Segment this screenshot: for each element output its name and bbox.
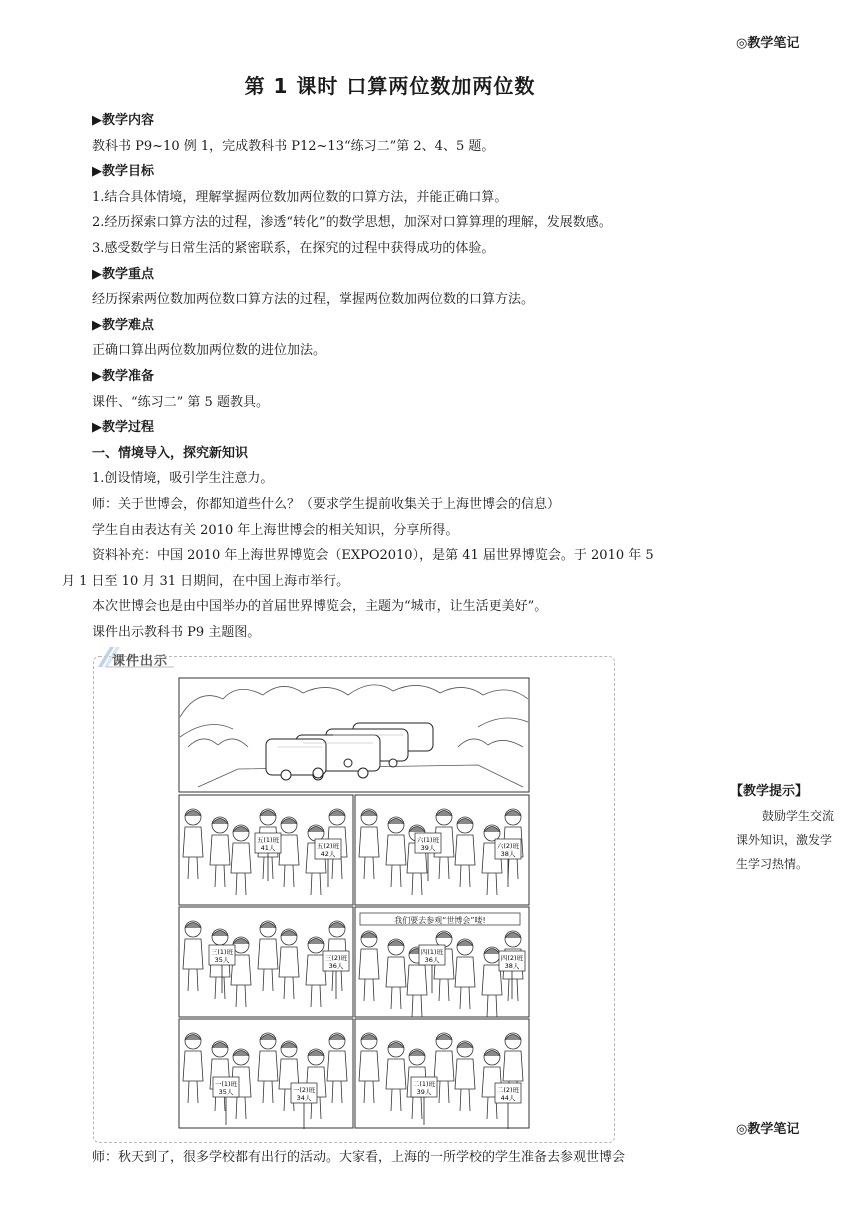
preparation-text: 课件、“练习二” 第 5 题教具。: [92, 394, 269, 410]
student-figure: [359, 809, 379, 879]
sign-count: 38人: [500, 850, 516, 858]
student-figure: [306, 825, 326, 895]
difficulty-text: 正确口算出两位数加两位数的进位加法。: [92, 343, 327, 359]
sign-count: 34人: [296, 1094, 312, 1102]
difficulty-heading: ▶教学难点: [92, 317, 154, 333]
bus-icon: [266, 723, 433, 780]
student-figure: [455, 939, 475, 1009]
sign-class: 四(2)班: [500, 954, 524, 962]
preparation-heading: ▶教学准备: [92, 368, 154, 384]
student-figure: [183, 809, 203, 879]
class-signs: [209, 833, 525, 1129]
goal-heading: ▶教学目标: [92, 164, 154, 180]
student-figure: [279, 817, 299, 887]
student-figure: [359, 931, 379, 1001]
process-subheading: 一、情境导入，探究新知识: [92, 445, 249, 461]
sign-count: 38人: [504, 962, 520, 970]
class-sign: [411, 1077, 437, 1125]
theme-illustration: [178, 677, 530, 1129]
goal-item: 2.经历探索口算方法的过程，渗透“转化”的数学思想，加深对口算算理的理解，发展数感。: [92, 215, 612, 231]
class-sign: [495, 1083, 521, 1129]
process-heading: ▶教学过程: [92, 420, 154, 436]
courseware-label: 课件出示: [112, 654, 169, 669]
sign-count: 42人: [320, 850, 336, 858]
process-paragraph: 资料补充：中国 2010 年上海世界博览会（EXPO2010），是第 41 届世界博览会。于 2010 年 5: [92, 548, 654, 564]
sign-class: 三(1)班: [210, 948, 234, 956]
student-figure: [210, 817, 230, 887]
process-paragraph: 课件出示教科书 P9 主题图。: [92, 624, 261, 640]
key-heading: ▶教学重点: [92, 266, 154, 282]
teaching-tip-body: 鼓励学生交流课外知识，激发学生学习热情。: [736, 809, 835, 871]
teaching-tip-title: 【教学提示】: [730, 784, 809, 799]
sign-class: 四(1)班: [420, 948, 444, 956]
sign-class: 一(1)班: [214, 1080, 238, 1088]
process-paragraph: 学生自由表达有关 2010 年上海世博会的相关知识，分享所得。: [92, 522, 459, 538]
student-figure: [386, 1041, 406, 1111]
student-figure: [386, 939, 406, 1009]
class-sign: [323, 951, 349, 999]
sign-class: 一(2)班: [292, 1086, 316, 1094]
banner-text: 我们要去参观“世博会”喽!: [394, 916, 486, 925]
sign-count: 36人: [328, 962, 344, 970]
student-figure: [258, 921, 278, 991]
student-figure: [434, 931, 454, 1001]
sign-class: 五(2)班: [316, 842, 340, 850]
sign-count: 39人: [420, 844, 436, 852]
process-paragraph: 本次世博会也是由中国举办的首届世界博览会，主题为“城市，让生活更美好”。: [92, 599, 548, 615]
dialogue-line: 师：秋天到了，很多学校都有出行的活动。大家看，上海的一所学校的学生准备去参观世博会: [92, 1150, 626, 1165]
sign-class: 二(2)班: [496, 1086, 520, 1094]
sign-class: 二(1)班: [412, 1080, 436, 1088]
sign-class: 六(2)班: [496, 842, 520, 850]
student-figure: [327, 1033, 347, 1103]
goal-item: 3.感受数学与日常生活的紧密联系，在探究的过程中获得成功的体验。: [92, 240, 495, 256]
margin-note-top: ◎教学笔记: [736, 36, 800, 51]
student-figure: [386, 817, 406, 887]
lesson-body: [62, 108, 716, 645]
sign-count: 39人: [416, 1088, 432, 1096]
sign-count: 44人: [500, 1094, 516, 1102]
student-figure: [183, 1033, 203, 1103]
process-paragraph-continued: 月 1 日至 10 月 31 日期间，在中国上海市举行。: [62, 573, 350, 589]
student-figure: [455, 1041, 475, 1111]
class-sign: [213, 1077, 239, 1125]
student-figure: [359, 1033, 379, 1103]
sign-count: 41人: [260, 844, 276, 852]
lesson-title: 第 1 课时 口算两位数加两位数: [244, 74, 536, 98]
margin-note-bottom: ◎教学笔记: [736, 1122, 800, 1137]
sign-class: 六(1)班: [416, 836, 440, 844]
sign-count: 36人: [424, 956, 440, 964]
student-figure: [210, 1041, 230, 1111]
goal-item: 1.结合具体情境，理解掌握两位数加两位数的口算方法，并能正确口算。: [92, 189, 508, 205]
student-figure: [183, 921, 203, 991]
student-figure: [279, 929, 299, 999]
student-figure: [455, 817, 475, 887]
student-figure: [231, 825, 251, 895]
student-figure: [482, 825, 502, 895]
process-paragraph: 师：关于世博会，你都知道些什么？（要求学生提前收集关于上海世博会的信息）: [92, 496, 561, 512]
key-text: 经历探索两位数加两位数口算方法的过程，掌握两位数加两位数的口算方法。: [92, 292, 535, 308]
sign-count: 35人: [218, 1088, 234, 1096]
student-figure: [306, 937, 326, 1007]
sign-class: 五(1)班: [256, 836, 280, 844]
process-paragraph: 1.创设情境，吸引学生注意力。: [92, 471, 274, 487]
sign-class: 三(2)班: [324, 954, 348, 962]
content-heading: ▶教学内容: [92, 113, 154, 128]
sign-count: 35人: [214, 956, 230, 964]
content-text: 教科书 P9~10 例 1，完成教科书 P12~13“练习二”第 2、4、5 题。: [92, 138, 495, 154]
student-figure: [258, 1033, 278, 1103]
class-sign: [291, 1083, 317, 1129]
